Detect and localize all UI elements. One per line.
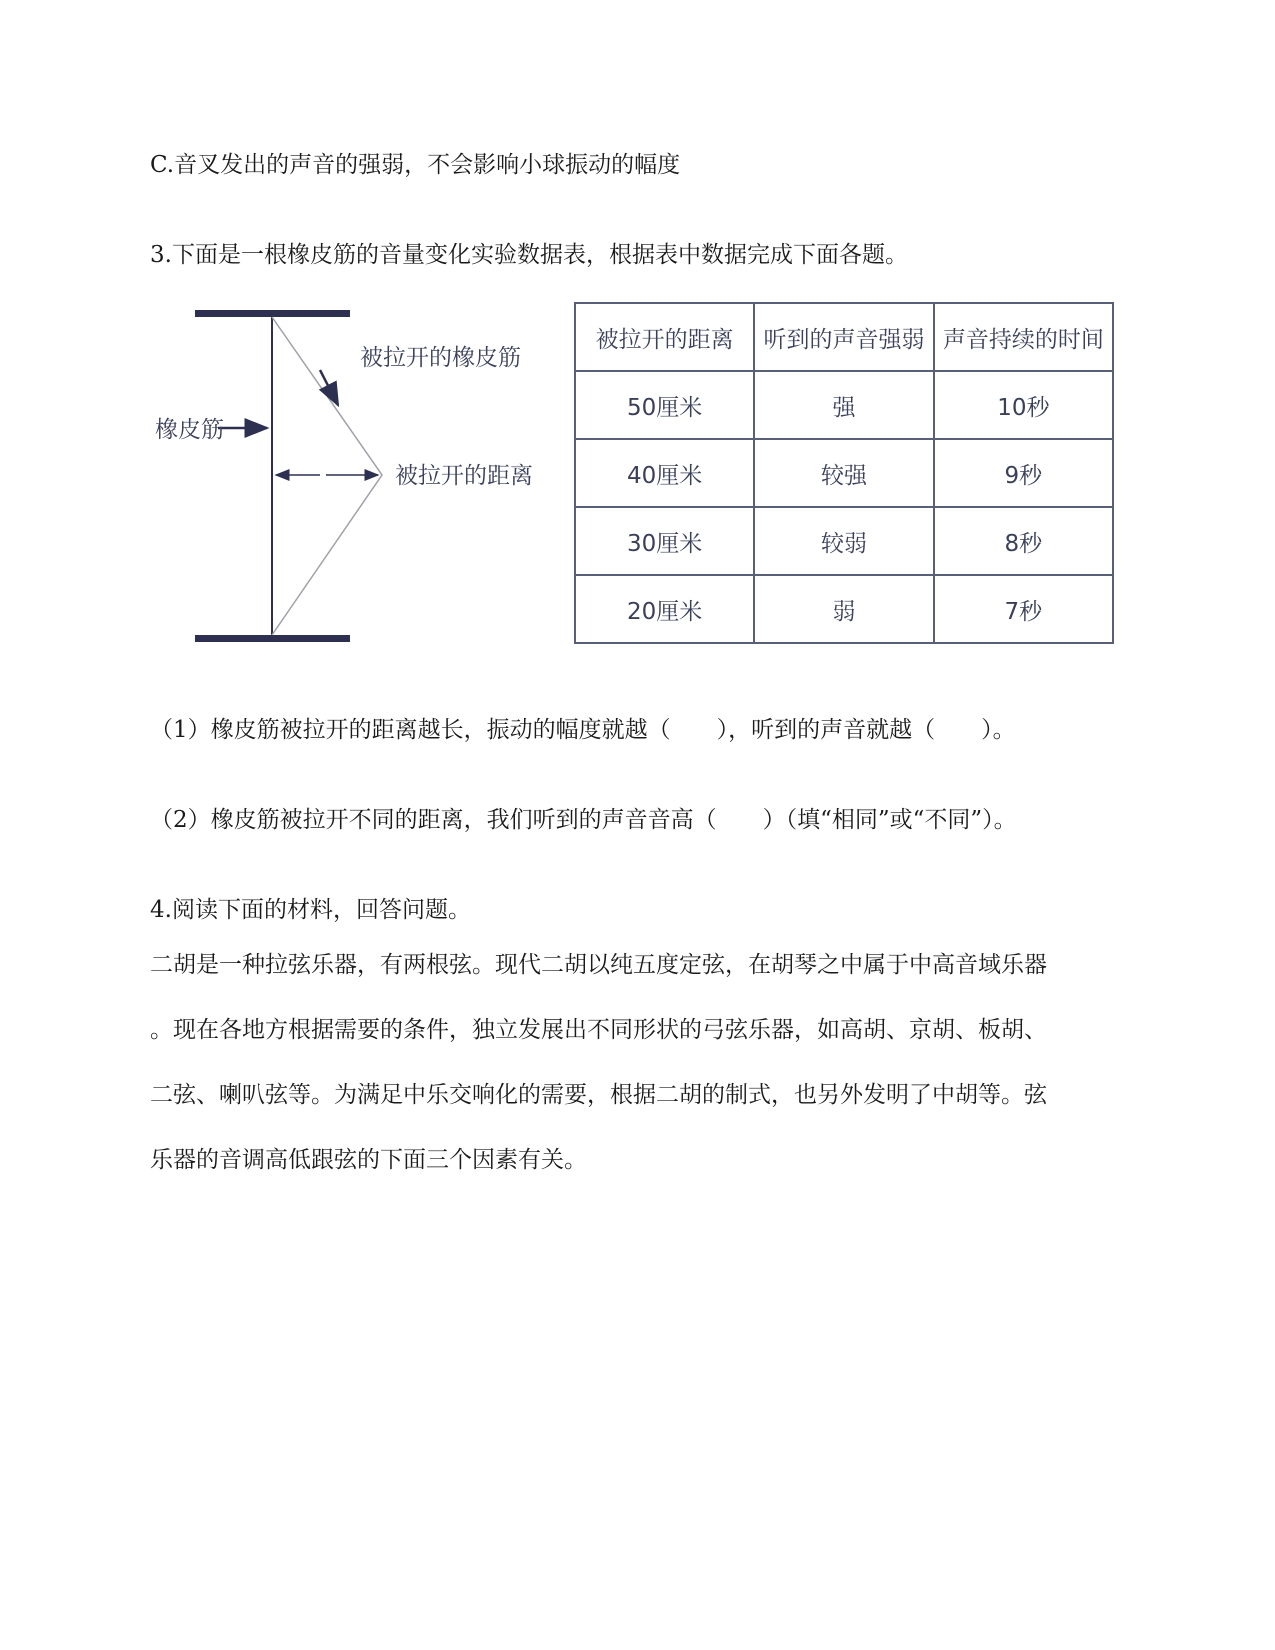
- cell-loudness: 较强: [754, 439, 933, 507]
- bottom-bar: [195, 635, 350, 642]
- rubber-band-figure: [150, 300, 560, 660]
- header-duration: 声音持续的时间: [934, 303, 1113, 371]
- label-distance: 被拉开的距离: [395, 463, 533, 489]
- rubber-band-diagram: [150, 300, 560, 660]
- cell-distance: 50厘米: [575, 371, 754, 439]
- cell-duration: 9秒: [934, 439, 1113, 507]
- option-c: C.音叉发出的声音的强弱，不会影响小球振动的幅度: [150, 152, 681, 178]
- cell-duration: 8秒: [934, 507, 1113, 575]
- table-row: [575, 371, 1113, 439]
- label-stretched-band: 被拉开的橡皮筋: [360, 345, 521, 371]
- cell-distance: 20厘米: [575, 575, 754, 643]
- question-4-stem: 4.阅读下面的材料，回答问题。: [150, 897, 471, 923]
- table-header-row: [575, 303, 1113, 371]
- cell-duration: 10秒: [934, 371, 1113, 439]
- experiment-data-table: [574, 302, 1114, 644]
- cell-duration: 7秒: [934, 575, 1113, 643]
- question-3-stem: 3.下面是一根橡皮筋的音量变化实验数据表，根据表中数据完成下面各题。: [150, 242, 908, 268]
- label-rubber-band: 橡皮筋: [155, 417, 224, 443]
- cell-distance: 40厘米: [575, 439, 754, 507]
- passage-line: 。现在各地方根据需要的条件，独立发展出不同形状的弓弦乐器，如高胡、京胡、板胡、: [150, 1017, 1047, 1043]
- table-row: [575, 507, 1113, 575]
- table-row: [575, 575, 1113, 643]
- table-row: [575, 439, 1113, 507]
- question-3-sub-1: （1）橡皮筋被拉开的距离越长，振动的幅度就越（ ），听到的声音就越（ ）。: [150, 717, 1016, 743]
- cell-loudness: 强: [754, 371, 933, 439]
- cell-loudness: 弱: [754, 575, 933, 643]
- passage-line: 乐器的音调高低跟弦的下面三个因素有关。: [150, 1147, 587, 1173]
- cell-loudness: 较弱: [754, 507, 933, 575]
- passage-line: 二胡是一种拉弦乐器，有两根弦。现代二胡以纯五度定弦，在胡琴之中属于中高音域乐器: [150, 952, 1047, 978]
- top-bar: [195, 310, 350, 317]
- cell-distance: 30厘米: [575, 507, 754, 575]
- header-loudness: 听到的声音强弱: [754, 303, 933, 371]
- header-distance: 被拉开的距离: [575, 303, 754, 371]
- passage-line: 二弦、喇叭弦等。为满足中乐交响化的需要，根据二胡的制式，也另外发明了中胡等。弦: [150, 1082, 1047, 1108]
- question-3-sub-2: （2）橡皮筋被拉开不同的距离，我们听到的声音音高（ ）（填“相同”或“不同”）。: [150, 807, 1017, 833]
